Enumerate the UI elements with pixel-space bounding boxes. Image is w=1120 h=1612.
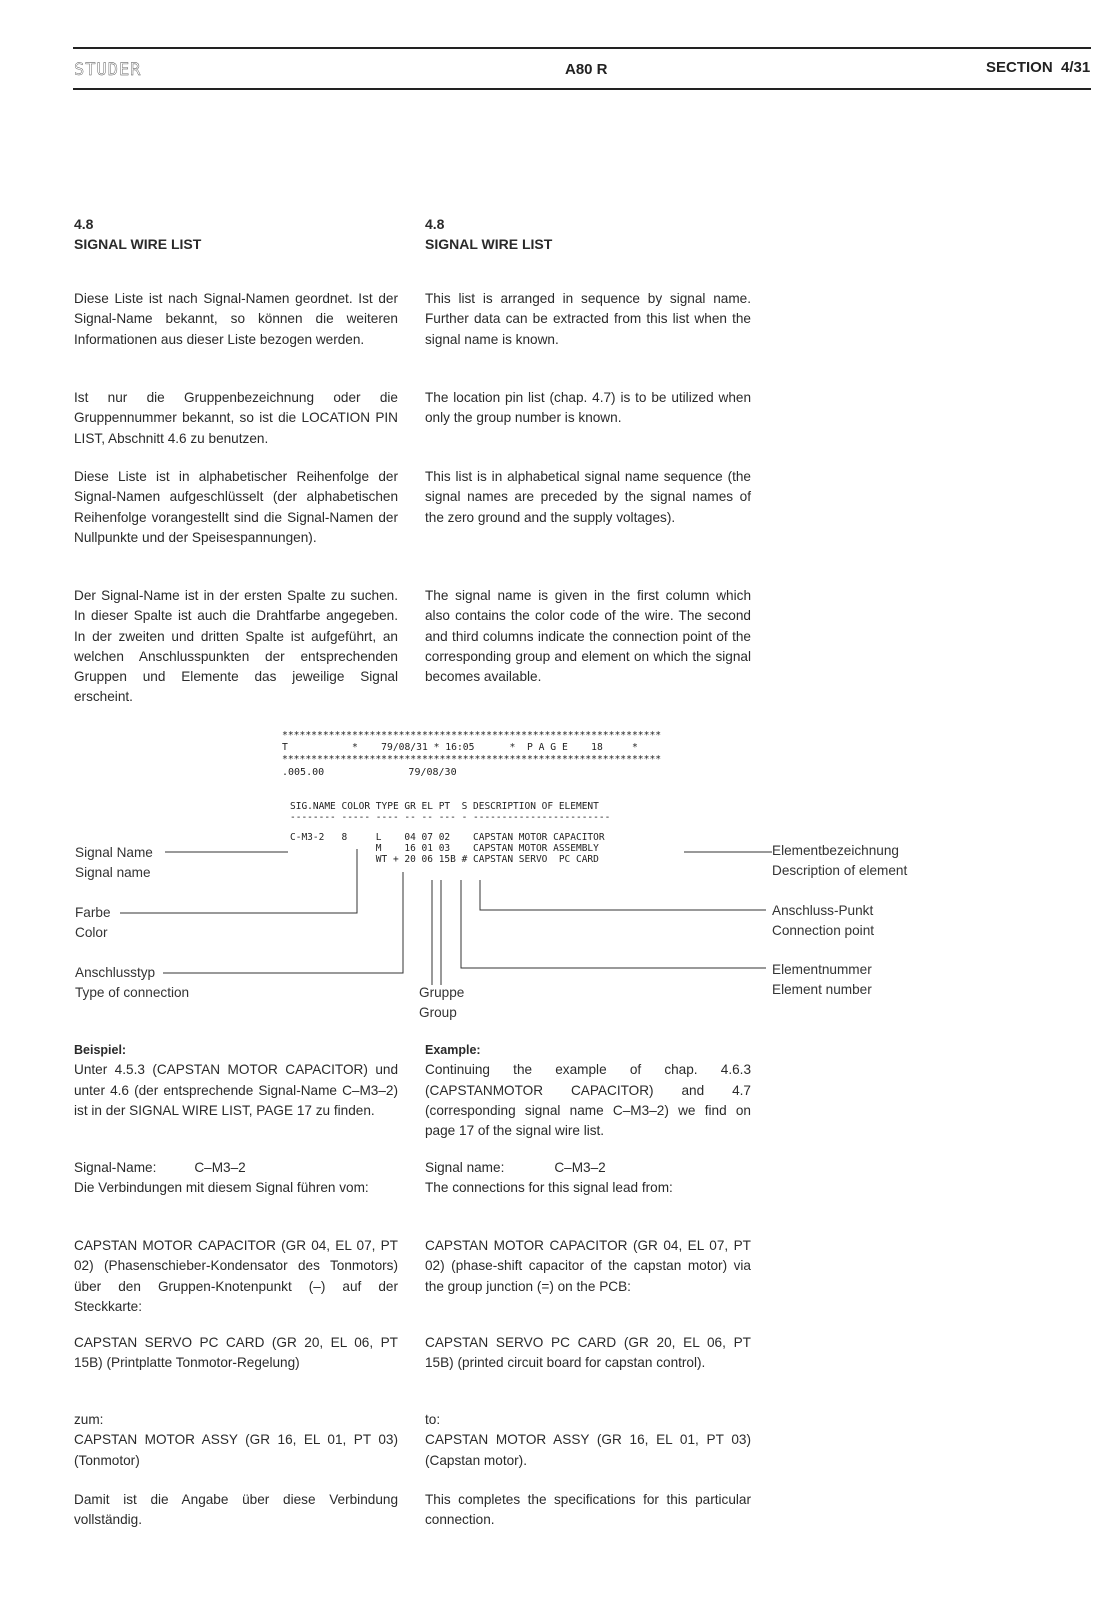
label-signal-name xyxy=(75,843,153,883)
example-de-signal-value: C–M3–2 xyxy=(194,1160,246,1175)
example-en-p4: CAPSTAN SERVO PC CARD (GR 20, EL 06, PT 15B) (printed circuit board for capstan control). xyxy=(425,1335,751,1371)
printout-row-2: M 16 01 03 CAPSTAN MOTOR ASSEMBLY xyxy=(290,843,599,854)
example-heading-en: Example: xyxy=(425,1043,481,1057)
label-group xyxy=(419,983,464,1023)
printout-row-1: C-M3-2 8 L 04 07 02 CAPSTAN MOTOR CAPACITOR xyxy=(290,832,605,843)
example-de-p5b: CAPSTAN MOTOR ASSY (GR 16, EL 01, PT 03) (Tonmotor) xyxy=(74,1432,398,1468)
example-de-p6: Damit ist die Angabe über diese Verbindung vollständig. xyxy=(74,1492,398,1528)
example-de-p5 xyxy=(74,1410,398,1471)
example-de-signal-label: Signal-Name: xyxy=(74,1160,157,1175)
label-element-description xyxy=(772,841,907,881)
example-en-p5 xyxy=(425,1410,751,1471)
label-signal-name-en: Signal name xyxy=(75,865,151,880)
label-element-description-de: Elementbezeichnung xyxy=(772,843,899,858)
label-group-de: Gruppe xyxy=(419,985,465,1000)
example-en-p3: CAPSTAN MOTOR CAPACITOR (GR 04, EL 07, PT 02) (phase-shift capacitor of the capstan motor) via the group junction (=) on the PCB: xyxy=(425,1238,751,1294)
leader-type xyxy=(163,872,403,973)
example-en-p5b: CAPSTAN MOTOR ASSY (GR 16, EL 01, PT 03) (Capstan motor). xyxy=(425,1432,751,1468)
printout-stars-bottom: ***************************************************************** xyxy=(282,754,662,765)
section-title-en: SIGNAL WIRE LIST xyxy=(425,236,553,252)
label-element-number-en: Element number xyxy=(772,982,872,997)
example-en-p2: The connections for this signal lead from: xyxy=(425,1180,673,1196)
label-type-en: Type of connection xyxy=(75,985,190,1000)
example-de-signal xyxy=(74,1158,398,1199)
label-connection-point xyxy=(772,901,874,941)
section-title-de: SIGNAL WIRE LIST xyxy=(74,236,202,252)
intro-en-p1: This list is arranged in sequence by signal name. Further data can be extracted from this list when the signal name is known. xyxy=(425,291,751,347)
intro-en-p3: This list is in alphabetical signal name sequence (the signal names are preceded by the signal names of the zero ground and the supply voltages). xyxy=(425,469,751,525)
example-de-p1: Unter 4.5.3 (CAPSTAN MOTOR CAPACITOR) und unter 4.6 (der entsprechende Signal-Name C–M3–2) ist in der SIGNAL WIRE LIST, PAGE 17 zu finden. xyxy=(74,1062,398,1118)
section-number-de: 4.8 xyxy=(74,216,94,232)
label-color-de: Farbe xyxy=(75,905,111,920)
leader-connection-point xyxy=(480,880,766,910)
leader-color xyxy=(120,849,357,913)
intro-de-p2: Ist nur die Gruppenbezeichnung oder die Gruppennummer bekannt, so ist die LOCATION PIN LIST, Abschnitt 4.6 zu benutzen. xyxy=(74,390,398,446)
printout-column-dashes: -------- ----- ---- -- -- --- - ------------------------ xyxy=(290,812,611,823)
label-element-number xyxy=(772,960,872,1000)
example-de-p3: CAPSTAN MOTOR CAPACITOR (GR 04, EL 07, PT 02) (Phasenschieber-Kondensator des Tonmotors) über den Gruppen-Knotenpunkt (–) auf der Steckkarte: xyxy=(74,1238,398,1314)
example-de-p2: Die Verbindungen mit diesem Signal führen vom: xyxy=(74,1180,369,1196)
printout-date-line: .005.00 79/08/30 xyxy=(282,767,457,778)
printout-stars-top: ***************************************************************** xyxy=(282,730,662,741)
example-en-signal xyxy=(425,1158,751,1199)
leader-element-number xyxy=(461,880,766,968)
example-en-p1: Continuing the example of chap. 4.6.3 (CAPSTANMOTOR CAPACITOR) and 4.7 (corresponding signal name C–M3–2) we find on page 17 of the signal wire list. xyxy=(425,1062,751,1139)
example-de xyxy=(74,1040,398,1121)
printout-row-3: WT + 20 06 15B # CAPSTAN SERVO PC CARD xyxy=(290,854,599,865)
intro-en-p4: The signal name is given in the first column which also contains the color code of the wire. The second and third columns indicate the connection point of the corresponding group and element on which the signal becomes available. xyxy=(425,588,751,685)
label-group-en: Group xyxy=(419,1005,457,1020)
label-element-description-en: Description of element xyxy=(772,863,908,878)
example-en-signal-value: C–M3–2 xyxy=(554,1160,606,1175)
section-number-en: 4.8 xyxy=(425,216,445,232)
example-en-signal-label: Signal name: xyxy=(425,1160,505,1175)
intro-de-p1: Diese Liste ist nach Signal-Namen geordnet. Ist der Signal-Name bekannt, so können die weiteren Informationen aus dieser Liste bezogen werden. xyxy=(74,291,398,347)
example-en-p6: This completes the specifications for this particular connection. xyxy=(425,1492,751,1528)
label-signal-name-de: Signal Name xyxy=(75,845,153,860)
label-type xyxy=(75,963,189,1003)
printout-column-header: SIG.NAME COLOR TYPE GR EL PT S DESCRIPTION OF ELEMENT xyxy=(290,801,599,812)
example-en xyxy=(425,1040,751,1141)
label-color xyxy=(75,903,111,943)
example-en-p5a: to: xyxy=(425,1412,441,1427)
model-title: A80 R xyxy=(565,61,608,78)
intro-de-p4: Der Signal-Name ist in der ersten Spalte zu suchen. In dieser Spalte ist auch die Drahtfarbe angegeben. In der zweiten und dritten Spalte ist aufgeführt, an welchen Anschlusspunkten der entsprechenden Gruppen und Elemente das jeweilige Signal erscheint. xyxy=(74,588,398,705)
label-type-de: Anschlusstyp xyxy=(75,965,156,980)
printout-page-line: T * 79/08/31 * 16:05 * P A G E 18 * xyxy=(282,742,638,753)
example-de-p4: CAPSTAN SERVO PC CARD (GR 20, EL 06, PT 15B) (Printplatte Tonmotor-Regelung) xyxy=(74,1335,398,1371)
studer-logo: STUDER xyxy=(74,60,142,80)
intro-de-p3: Diese Liste ist in alphabetischer Reihenfolge der Signal-Namen aufgeschlüsselt (der alphabetischen Reihenfolge vorangestellt sind die Signal-Namen der Nullpunkte und der Speisespannungen). xyxy=(74,469,398,545)
label-connection-point-de: Anschluss-Punkt xyxy=(772,903,874,918)
intro-en-p2: The location pin list (chap. 4.7) is to be utilized when only the group number is known. xyxy=(425,390,751,426)
label-connection-point-en: Connection point xyxy=(772,923,875,938)
example-de-p5a: zum: xyxy=(74,1412,104,1427)
section-number: SECTION 4/31 xyxy=(986,59,1091,76)
example-heading-de: Beispiel: xyxy=(74,1043,127,1057)
label-element-number-de: Elementnummer xyxy=(772,962,872,977)
label-color-en: Color xyxy=(75,925,108,940)
